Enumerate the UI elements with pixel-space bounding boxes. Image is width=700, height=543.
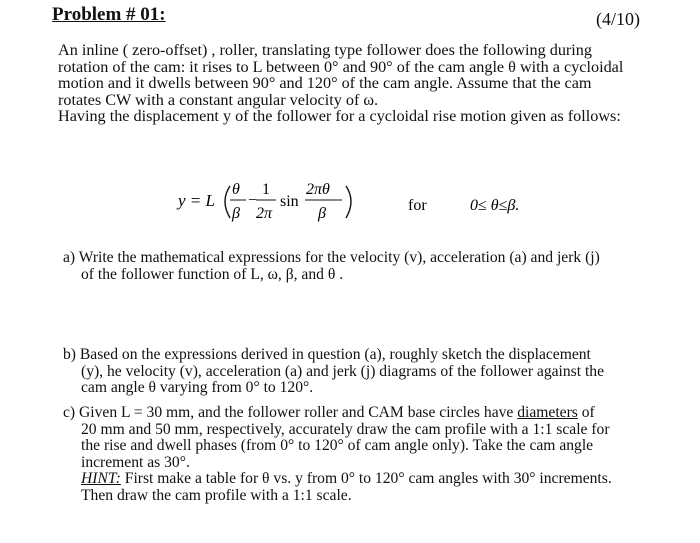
question-text: of bbox=[577, 404, 595, 421]
problem-title: Problem # 01: bbox=[52, 4, 166, 25]
underlined-word: diameters bbox=[517, 404, 578, 421]
statement-line: rotates CW with a constant angular velocity of ω. bbox=[58, 90, 379, 109]
question-line: Then draw the cam profile with a 1:1 scale. bbox=[81, 486, 352, 504]
question-text: c) Given L = 30 mm, and the follower roller and CAM base circles have bbox=[63, 404, 518, 421]
hint-label: HINT: bbox=[81, 470, 121, 487]
minus-sign: − bbox=[248, 192, 258, 209]
statement-line: motion and it dwells between 90° and 120° of the cam angle. Assume that the cam bbox=[58, 74, 592, 92]
question-line: 20 mm and 50 mm, respectively, accurately draw the cam profile with a 1:1 scale for bbox=[81, 420, 610, 438]
theta-numerator: θ bbox=[232, 181, 240, 198]
statement-line: rotation of the cam: it rises to L between 0° and 90° of the cam angle θ with a cycloidal bbox=[58, 57, 624, 76]
sin-function: sin bbox=[280, 193, 299, 210]
statement-line: An inline ( zero-offset) , roller, translating type follower does the following during bbox=[58, 41, 592, 59]
two-pi-theta-numerator: 2πθ bbox=[306, 181, 330, 198]
statement-line: Having the displacement y of the follower for a cycloidal rise motion given as follows: bbox=[58, 107, 621, 125]
question-c bbox=[63, 405, 663, 504]
question-line: a) Write the mathematical expressions for the velocity (v), acceleration (a) and jerk (j) bbox=[63, 249, 600, 266]
hint-text: First make a table for θ vs. y from 0° to 120° cam angles with 30° increments. bbox=[120, 470, 612, 487]
displacement-equation bbox=[170, 170, 570, 232]
score-label: (4/10) bbox=[596, 9, 640, 29]
problem-statement bbox=[58, 42, 656, 125]
question-line: (y), he velocity (v), acceleration (a) and jerk (j) diagrams of the follower against the bbox=[81, 362, 605, 380]
question-b bbox=[63, 347, 663, 397]
beta-denominator: β bbox=[318, 205, 326, 222]
beta-denominator: β bbox=[232, 205, 240, 222]
question-line bbox=[63, 405, 663, 422]
question-line: of the follower function of L, ω, β, and θ . bbox=[81, 265, 344, 283]
theta-range: 0≤ θ≤β. bbox=[470, 197, 520, 214]
question-line: the rise and dwell phases (from 0° to 120° of cam angle only). Take the cam angle bbox=[81, 437, 594, 454]
for-label: for bbox=[408, 197, 427, 214]
question-line: cam angle θ varying from 0° to 120°. bbox=[81, 379, 314, 396]
question-line: increment as 30°. bbox=[81, 453, 190, 471]
left-paren bbox=[225, 186, 230, 218]
hint-line bbox=[63, 471, 663, 488]
question-a bbox=[63, 250, 663, 283]
question-line: b) Based on the expressions derived in question (a), roughly sketch the displacement bbox=[63, 346, 591, 363]
two-pi-denominator: 2π bbox=[256, 205, 273, 222]
equation-lhs: y = L bbox=[178, 191, 215, 210]
right-paren bbox=[346, 186, 351, 218]
one-numerator: 1 bbox=[262, 181, 270, 198]
